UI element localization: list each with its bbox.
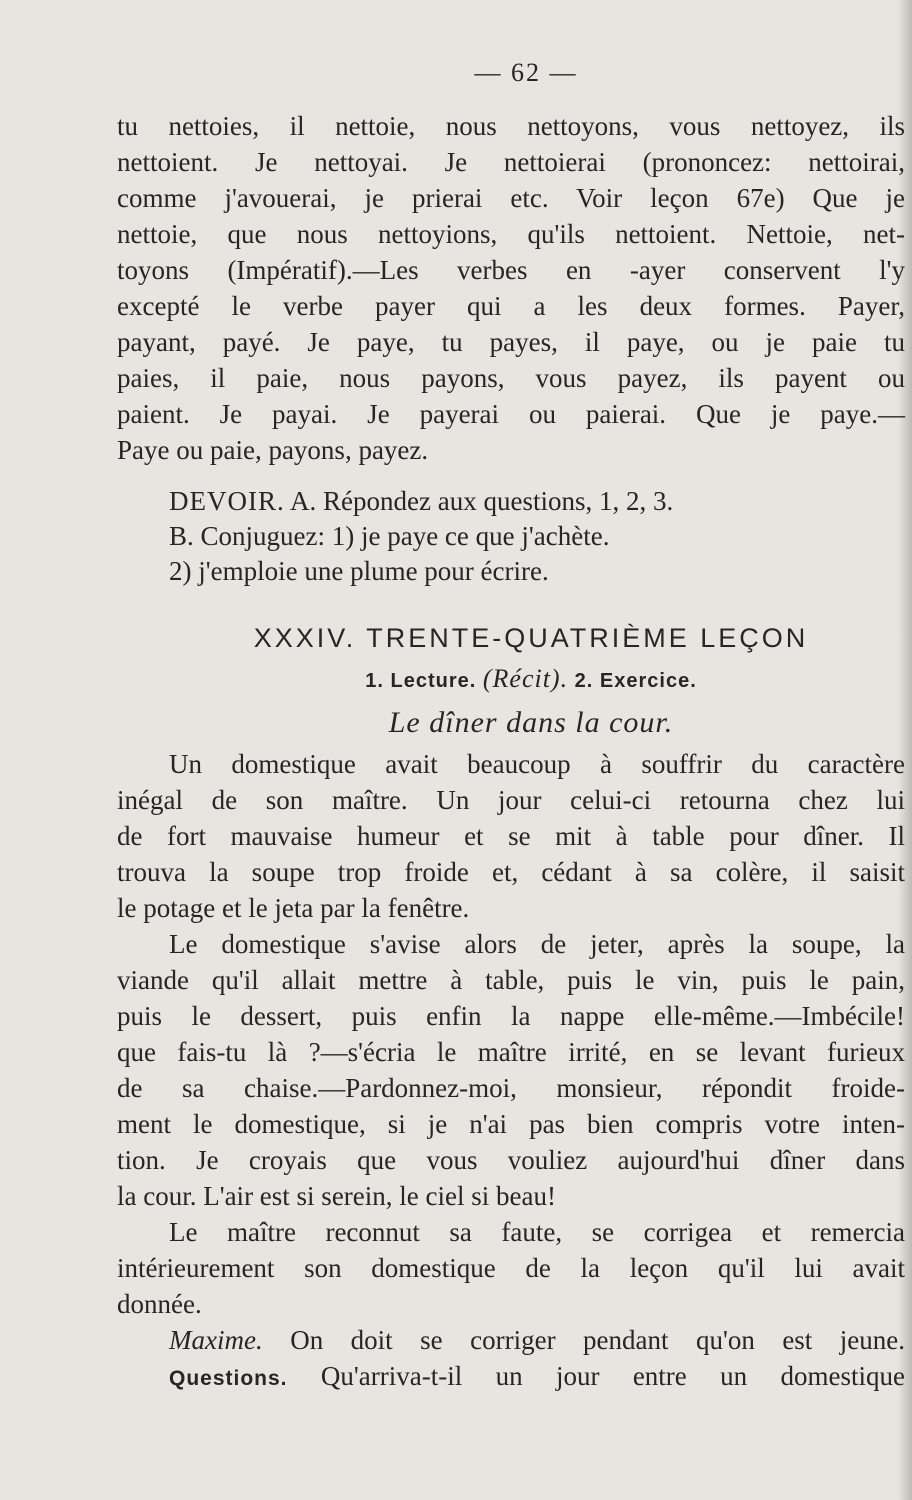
text-line: la cour. L'air est si serein, le ciel si beau!: [117, 1181, 556, 1211]
text-line: payant, payé. Je paye, tu payes, il paye, ou je paie tu: [117, 327, 905, 357]
chapter-title: XXXIV. TRENTE-QUATRIÈME LEÇON: [253, 623, 809, 653]
homework-line-a: [117, 484, 905, 519]
homework-line-c: 2) j'emploie une plume pour écrire.: [169, 556, 549, 586]
story-paragraph-3: [117, 1214, 905, 1322]
homework-section: [117, 484, 905, 589]
homework-label: DEVOIR.: [169, 486, 285, 516]
story-paragraph-1: [117, 746, 905, 926]
text-line: Paye ou paie, payons, payez.: [117, 435, 429, 465]
text-line: paies, il paie, nous payons, vous payez, ils payent ou: [117, 363, 905, 393]
text-line: inégal de son maître. Un jour celui-ci retourna chez lui: [117, 785, 905, 815]
homework-line-b: B. Conjuguez: 1) je paye ce que j'achète.: [169, 521, 610, 551]
text-line: Le maître reconnut sa faute, se corrigea et remercia: [169, 1217, 905, 1247]
text-line: que fais-tu là ?—s'écria le maître irrité, en se levant furieux: [117, 1037, 905, 1067]
page-number: — 62 —: [474, 58, 578, 87]
story-title: Le dîner dans la cour.: [388, 706, 674, 739]
text-line: de sa chaise.—Pardonnez-moi, monsieur, répondit froide-: [117, 1073, 905, 1103]
text-line: Le domestique s'avise alors de jeter, après la soupe, la: [169, 929, 905, 959]
homework-task-a: A. Répondez aux questions, 1, 2, 3.: [290, 486, 674, 516]
text-line: puis le dessert, puis enfin la nappe elle-même.—Imbécile!: [117, 1001, 905, 1031]
maxim-line: [117, 1322, 905, 1358]
text-line: ment le domestique, si je n'ai pas bien compris votre inten-: [117, 1109, 905, 1139]
text-line: nettoient. Je nettoyai. Je nettoierai (prononcez: nettoirai,: [117, 147, 905, 177]
text-line: donnée.: [117, 1289, 202, 1319]
text-line: de fort mauvaise humeur et se mit à table pour dîner. Il: [117, 821, 905, 851]
maxim: [117, 1322, 905, 1358]
text-line: excepté le verbe payer qui a les deux formes. Payer,: [117, 291, 905, 321]
text-line: trouva la soupe trop froide et, cédant à sa colère, il saisit: [117, 857, 905, 887]
text-line: Un domestique avait beaucoup à souffrir du caractère: [169, 749, 905, 779]
questions-label: Questions.: [169, 1367, 288, 1390]
story-paragraph-2: [117, 926, 905, 1214]
text-line: toyons (Impératif).—Les verbes en -ayer conservent l'y: [117, 255, 905, 285]
questions-line: [117, 1358, 905, 1397]
text-line: viande qu'il allait mettre à table, puis le vin, puis le pain,: [117, 965, 905, 995]
questions-text: Qu'arriva-t-il un jour entre un domestique: [320, 1361, 906, 1391]
text-line: paient. Je payai. Je payerai ou paierai. Que je paye.—: [117, 399, 905, 429]
text-line: tion. Je croyais que vous vouliez aujourd'hui dîner dans: [117, 1145, 905, 1175]
text-line: comme j'avouerai, je prierai etc. Voir leçon 67e) Que je: [117, 183, 905, 213]
subheading-lecture: 1. Lecture.: [365, 670, 477, 692]
lesson-subheading: [117, 664, 905, 694]
subheading-exercice: 2. Exercice.: [574, 670, 697, 692]
text-line: le potage et le jeta par la fenêtre.: [117, 893, 470, 923]
maxim-label: Maxime.: [169, 1325, 263, 1355]
maxim-text: On doit se corriger pendant qu'on est jeune.: [290, 1325, 906, 1355]
text-line: intérieurement son domestique de la leçon qu'il lui avait: [117, 1253, 905, 1283]
text-line: tu nettoies, il nettoie, nous nettoyons, vous nettoyez, ils: [117, 111, 905, 141]
questions: [117, 1358, 905, 1397]
subheading-recit: (Récit).: [482, 664, 569, 693]
book-page: [117, 58, 905, 1397]
paragraph-verb-conjugation: [117, 108, 905, 468]
text-line: nettoie, que nous nettoyions, qu'ils nettoient. Nettoie, net-: [117, 219, 905, 249]
